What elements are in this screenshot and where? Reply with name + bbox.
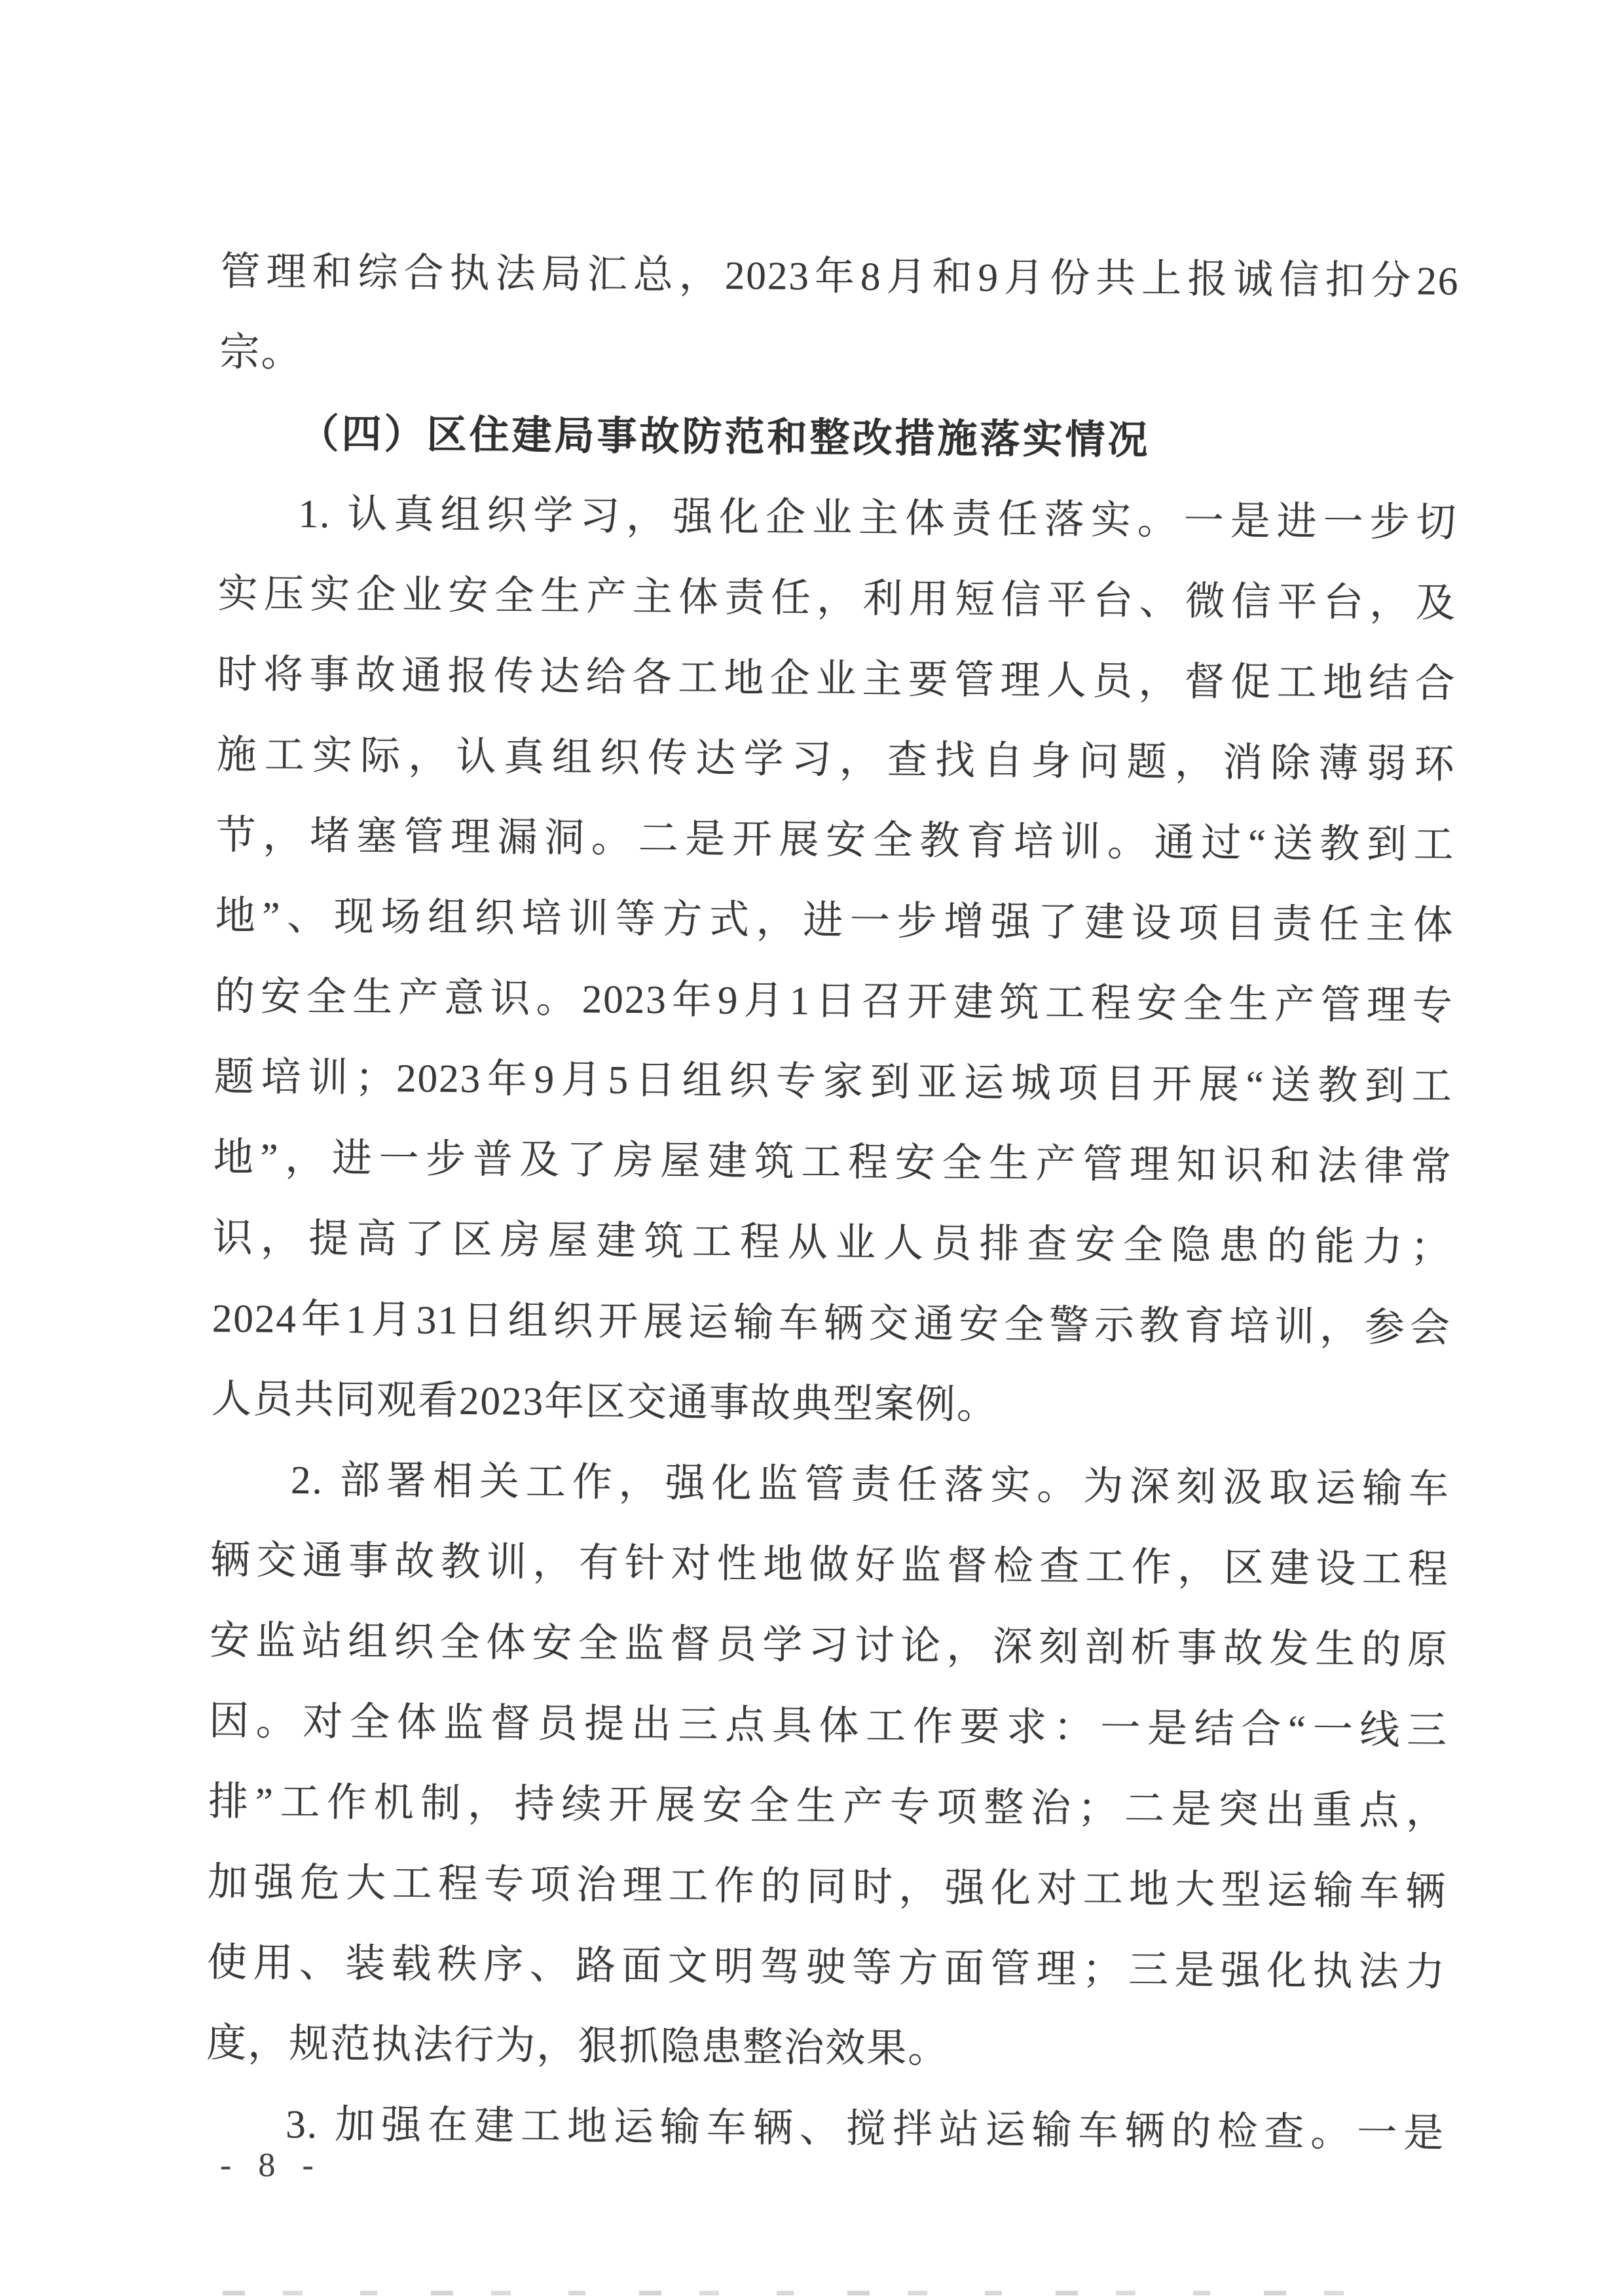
text-line: 因。对全体监督员提出三点具体工作要求：一是结合“一线三 bbox=[208, 1699, 1449, 1753]
text-line: 宗。 bbox=[219, 330, 303, 375]
text-line: 的安全生产意识。2023年9月1日召开建筑工程安全生产管理专 bbox=[214, 974, 1454, 1029]
text-line: 安监站组织全体安全监督员学习讨论，深刻剖析事故发生的原 bbox=[209, 1618, 1449, 1673]
text-line: 地”、现场组织培训等方式，进一步增强了建设项目责任主体 bbox=[215, 894, 1454, 948]
text-line: 识，提高了区房屋建筑工程从业人员排查安全隐患的能力； bbox=[212, 1216, 1452, 1270]
text-line: 度，规范执法行为，狠抓隐患整治效果。 bbox=[206, 2021, 950, 2071]
text-line: 1. 认真组织学习，强化企业主体责任落实。一是进一步切 bbox=[298, 492, 1458, 545]
text-block bbox=[206, 232, 1460, 2174]
text-line: 实压实企业安全生产主体责任，利用短信平台、微信平台，及 bbox=[217, 572, 1457, 626]
text-line: 人员共同观看2023年区交通事故典型案例。 bbox=[211, 1377, 999, 1428]
text-line: 辆交通事故教训，有针对性地做好监督检查工作，区建设工程 bbox=[210, 1538, 1450, 1592]
text-line: 加强危大工程专项治理工作的同时，强化对工地大型运输车辆 bbox=[207, 1860, 1447, 1914]
scan-artifact-strip bbox=[223, 2291, 1401, 2295]
text-line: 2. 部署相关工作，强化监管责任落实。为深刻汲取运输车 bbox=[290, 1458, 1450, 1512]
text-line: 管理和综合执法局汇总，2023年8月和9月份共上报诚信扣分26 bbox=[220, 249, 1460, 304]
text-line: 节，堵塞管理漏洞。二是开展安全教育培训。通过“送教到工 bbox=[215, 813, 1455, 867]
text-line: 使用、装载秩序、路面文明驾驶等方面管理；三是强化执法力 bbox=[206, 1941, 1447, 1995]
text-line: 时将事故通报传达给各工地企业主要管理人员，督促工地结合 bbox=[217, 652, 1456, 706]
text-line: 地”，进一步普及了房屋建筑工程安全生产管理知识和法律常 bbox=[213, 1135, 1453, 1190]
text-line: 3. 加强在建工地运输车辆、搅拌站运输车辆的检查。一是 bbox=[286, 2102, 1445, 2156]
page-number: - 8 - bbox=[220, 2147, 323, 2184]
text-line: 施工实际，认真组织传达学习，查找自身问题，消除薄弱环 bbox=[216, 733, 1456, 787]
text-line: 2024年1月31日组织开展运输车辆交通安全警示教育培训，参会 bbox=[212, 1296, 1452, 1351]
text-line: 题培训；2023年9月5日组织专家到亚运城项目开展“送教到工 bbox=[213, 1055, 1454, 1109]
text-line: 排”工作机制，持续开展安全生产专项整治；二是突出重点， bbox=[208, 1779, 1448, 1834]
section-heading: （四）区住建局事故防范和整改措施落实情况 bbox=[299, 410, 1151, 463]
